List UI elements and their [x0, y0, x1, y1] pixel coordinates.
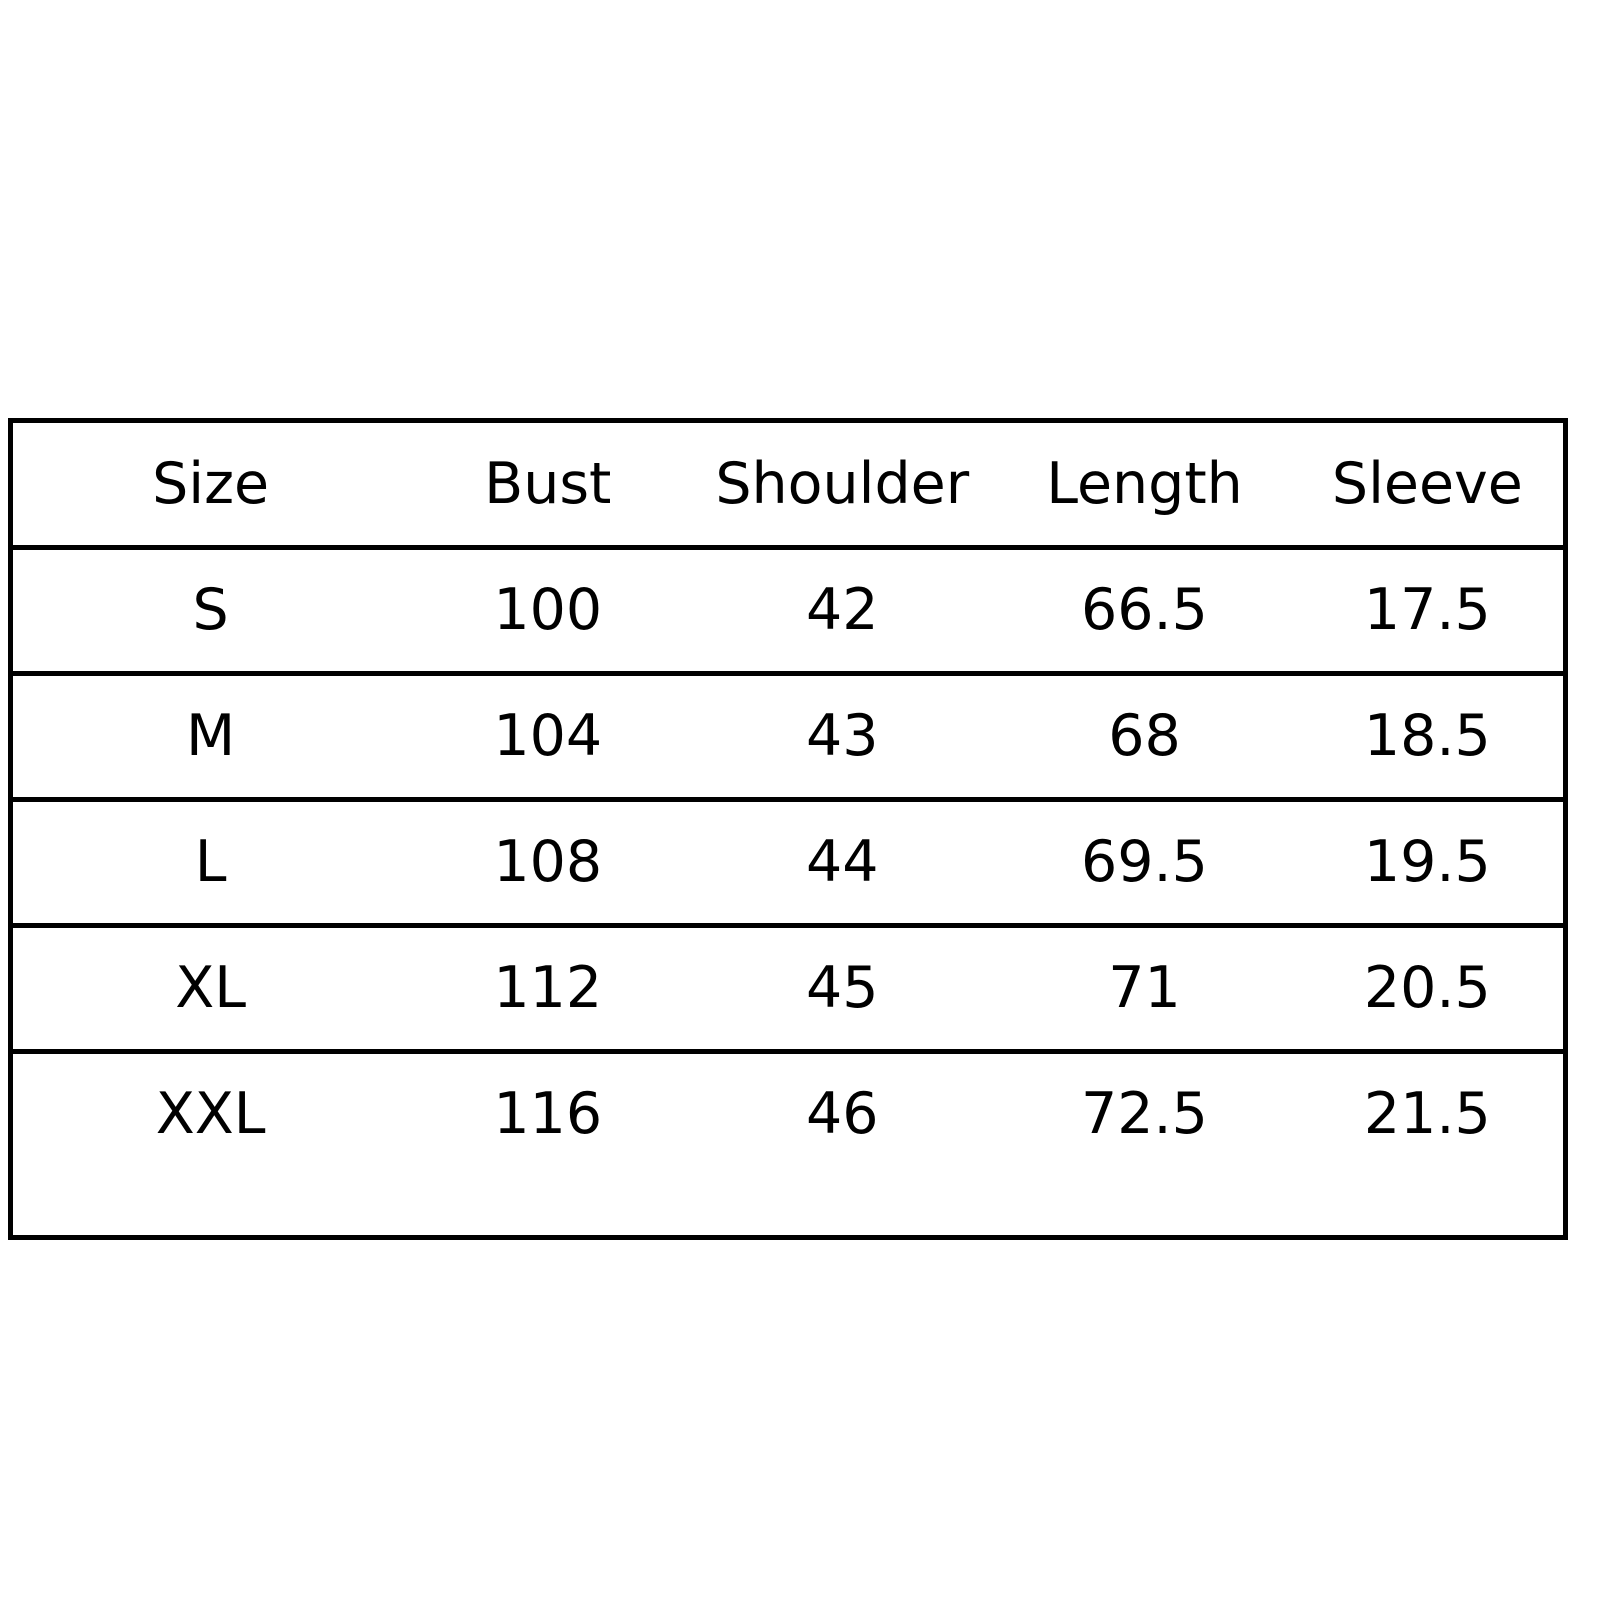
cell-bust: 100	[408, 548, 687, 674]
table-row	[13, 926, 1563, 1052]
table-row	[13, 548, 1563, 674]
cell-sleeve: 17.5	[1292, 548, 1563, 674]
cell-bust: 108	[408, 800, 687, 926]
cell-size: L	[13, 800, 408, 926]
cell-shoulder: 46	[805, 1081, 879, 1147]
cell-size: XL	[13, 926, 408, 1052]
table-row	[13, 1052, 1563, 1176]
cell-shoulder: 45	[687, 926, 997, 1052]
cell-shoulder: 44	[687, 800, 997, 926]
table-header-row	[13, 423, 1563, 548]
cell-size: XXL	[155, 1081, 266, 1147]
cell-sleeve: 18.5	[1292, 674, 1563, 800]
chart-bottom-spacer	[13, 1175, 1563, 1235]
size-chart-container	[8, 418, 1568, 1240]
cell-length: 66.5	[997, 548, 1292, 674]
cell-length: 68	[997, 674, 1292, 800]
table-head	[13, 423, 1563, 548]
cell-sleeve: 19.5	[1292, 800, 1563, 926]
cell-bust: 116	[493, 1081, 603, 1147]
table-row	[13, 800, 1563, 926]
column-header-size: Size	[13, 423, 408, 548]
column-header-bust: Bust	[408, 423, 687, 548]
cell-sleeve: 21.5	[1363, 1081, 1491, 1147]
cell-bust: 112	[408, 926, 687, 1052]
column-header-length: Length	[997, 423, 1292, 548]
size-chart-table	[13, 423, 1563, 1175]
column-header-sleeve: Sleeve	[1292, 423, 1563, 548]
cell-shoulder: 43	[687, 674, 997, 800]
table-row	[13, 674, 1563, 800]
cell-length: 69.5	[997, 800, 1292, 926]
cell-size: M	[13, 674, 408, 800]
cell-length: 71	[997, 926, 1292, 1052]
cell-sleeve: 20.5	[1292, 926, 1563, 1052]
cell-size: S	[13, 548, 408, 674]
cell-bust: 104	[408, 674, 687, 800]
cell-length: 72.5	[1081, 1081, 1208, 1147]
table-body	[13, 548, 1563, 1176]
column-header-shoulder: Shoulder	[687, 423, 997, 548]
cell-shoulder: 42	[687, 548, 997, 674]
